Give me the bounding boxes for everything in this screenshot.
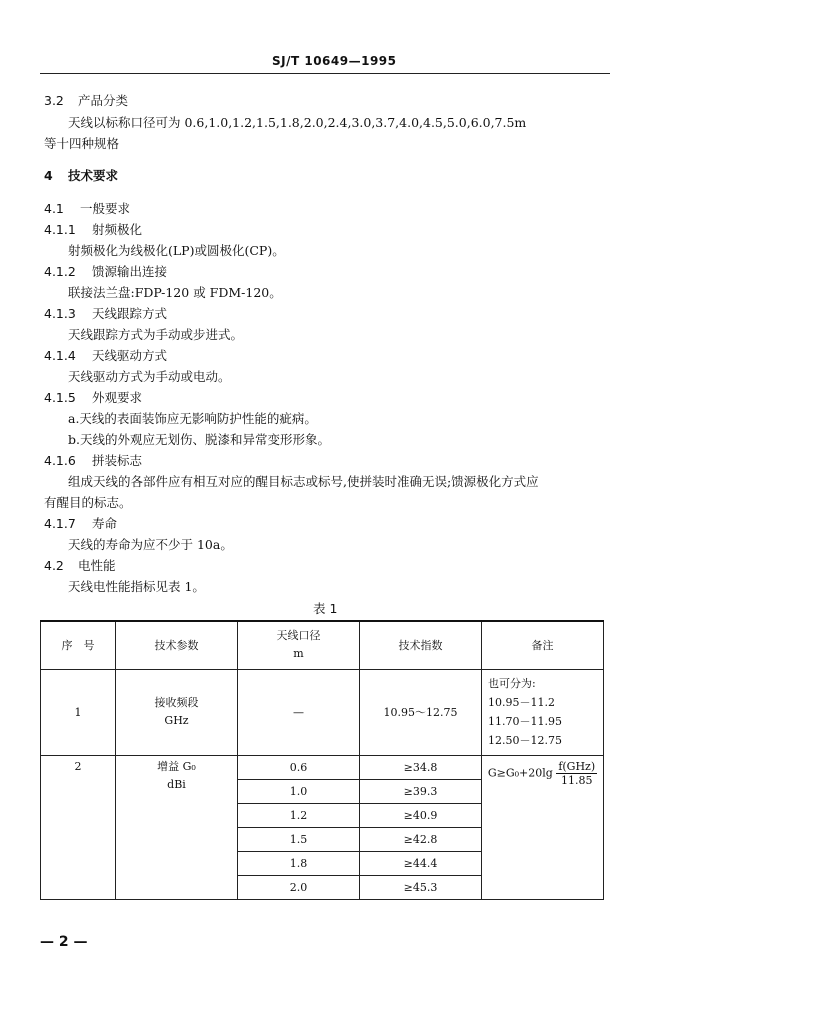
header-param: 技术参数 bbox=[116, 621, 238, 669]
row2-index: ≥40.9 bbox=[360, 803, 482, 827]
table-row bbox=[41, 755, 604, 779]
section-4-1-4-heading bbox=[44, 346, 167, 364]
section-4-1-5-heading bbox=[44, 388, 142, 406]
row2-seq: 2 bbox=[41, 755, 116, 899]
section-4-1-5-item-a: a.天线的表面装饰应无影响防护性能的疵病。 bbox=[68, 411, 317, 426]
section-4-1-4-number: 4.1.4 bbox=[44, 348, 76, 363]
formula-numerator: f(GHz) bbox=[558, 759, 596, 773]
row2-aperture: 2.0 bbox=[238, 875, 360, 899]
section-4-1-7-heading bbox=[44, 514, 117, 532]
section-3-2-line2: 等十四种规格 bbox=[44, 136, 120, 151]
formula-lhs: G≥G₀+20lg bbox=[487, 766, 553, 779]
section-4-1-3-heading bbox=[44, 304, 167, 322]
section-4-1-6-number: 4.1.6 bbox=[44, 453, 76, 468]
header-rule bbox=[40, 73, 610, 74]
section-4-1-6-heading bbox=[44, 451, 142, 469]
section-4-1-6-title: 拼装标志 bbox=[92, 453, 143, 468]
section-4-heading bbox=[44, 166, 118, 184]
header-aperture bbox=[238, 621, 360, 669]
header-aperture-unit: m bbox=[293, 647, 304, 661]
header-seq: 序 号 bbox=[41, 621, 116, 669]
row1-param-unit: GHz bbox=[164, 714, 189, 727]
row1-seq: 1 bbox=[41, 669, 116, 755]
section-4-1-4-body: 天线驱动方式为手动或电动。 bbox=[68, 369, 231, 384]
section-4-2-heading bbox=[44, 556, 116, 574]
row2-aperture: 0.6 bbox=[238, 755, 360, 779]
row2-param-unit: dBi bbox=[167, 777, 186, 791]
row1-remark-line: 12.50－12.75 bbox=[488, 734, 562, 747]
row2-param-label: 增益 G₀ bbox=[157, 759, 196, 773]
section-4-2-body: 天线电性能指标见表 1。 bbox=[68, 579, 205, 594]
row1-remark-line: 也可分为: bbox=[488, 677, 536, 690]
page-number: — 2 — bbox=[40, 934, 88, 950]
section-4-1-1-heading bbox=[44, 220, 142, 238]
row1-param bbox=[116, 669, 238, 755]
formula-denominator: 11.85 bbox=[560, 773, 593, 787]
section-4-1-2-body: 联接法兰盘:FDP-120 或 FDM-120。 bbox=[68, 285, 282, 300]
section-4-2-title: 电性能 bbox=[78, 558, 116, 573]
row1-remark bbox=[482, 669, 604, 755]
header-index: 技术指数 bbox=[360, 621, 482, 669]
row2-aperture: 1.5 bbox=[238, 827, 360, 851]
section-4-2-number: 4.2 bbox=[44, 558, 64, 573]
row2-index: ≥39.3 bbox=[360, 779, 482, 803]
section-4-1-7-body: 天线的寿命为应不少于 10a。 bbox=[68, 537, 233, 552]
row1-param-label: 接收频段 bbox=[154, 696, 199, 709]
row1-aperture: — bbox=[238, 669, 360, 755]
section-4-1-5-title: 外观要求 bbox=[92, 390, 143, 405]
section-3-2-title: 产品分类 bbox=[78, 93, 129, 108]
row1-remark-line: 11.70－11.95 bbox=[488, 715, 562, 728]
row2-index: ≥44.4 bbox=[360, 851, 482, 875]
section-4-1-4-title: 天线驱动方式 bbox=[92, 348, 168, 363]
table-caption: 表 1 bbox=[313, 601, 338, 616]
section-4-1-1-body: 射频极化为线极化(LP)或圆极化(CP)。 bbox=[68, 243, 285, 258]
standard-number: SJ/T 10649—1995 bbox=[272, 54, 397, 68]
section-4-1-3-body: 天线跟踪方式为手动或步进式。 bbox=[68, 327, 244, 342]
header-remark: 备注 bbox=[482, 621, 604, 669]
row1-index: 10.95～12.75 bbox=[360, 669, 482, 755]
section-3-2-line1: 天线以标称口径可为 0.6,1.0,1.2,1.5,1.8,2.0,2.4,3.0,3.7,4.0,4.5,5.0,6.0,7.5m bbox=[68, 115, 527, 130]
section-4-1-2-heading bbox=[44, 262, 167, 280]
section-4-title: 技术要求 bbox=[68, 168, 119, 183]
electrical-spec-table bbox=[40, 620, 604, 900]
section-4-1-2-number: 4.1.2 bbox=[44, 264, 76, 279]
row1-remark-line: 10.95－11.2 bbox=[488, 696, 555, 709]
section-4-1-7-number: 4.1.7 bbox=[44, 516, 76, 531]
section-4-1-5-number: 4.1.5 bbox=[44, 390, 76, 405]
section-4-number: 4 bbox=[44, 168, 53, 183]
section-4-1-title: 一般要求 bbox=[80, 201, 131, 216]
section-4-1-2-title: 馈源输出连接 bbox=[92, 264, 168, 279]
row2-aperture: 1.0 bbox=[238, 779, 360, 803]
table-row bbox=[41, 669, 604, 755]
section-4-1-number: 4.1 bbox=[44, 201, 64, 216]
row2-index: ≥45.3 bbox=[360, 875, 482, 899]
row2-aperture: 1.2 bbox=[238, 803, 360, 827]
section-3-2-heading bbox=[44, 91, 128, 109]
row2-index: ≥42.8 bbox=[360, 827, 482, 851]
section-4-1-3-number: 4.1.3 bbox=[44, 306, 76, 321]
section-4-1-6-line1: 组成天线的各部件应有相互对应的醒目标志或标号,使拼装时准确无误;馈源极化方式应 bbox=[68, 474, 539, 489]
section-4-1-6-line2: 有醒目的标志。 bbox=[44, 495, 132, 510]
section-4-1-7-title: 寿命 bbox=[92, 516, 118, 531]
section-4-1-1-title: 射频极化 bbox=[92, 222, 143, 237]
row2-param bbox=[116, 755, 238, 899]
section-4-1-5-item-b: b.天线的外观应无划伤、脱漆和异常变形形象。 bbox=[68, 432, 330, 447]
header-aperture-label: 天线口径 bbox=[276, 629, 321, 643]
section-4-1-1-number: 4.1.1 bbox=[44, 222, 76, 237]
section-4-1-heading bbox=[44, 199, 130, 217]
section-4-1-3-title: 天线跟踪方式 bbox=[92, 306, 168, 321]
row2-remark-formula bbox=[482, 755, 604, 899]
section-3-2-number: 3.2 bbox=[44, 93, 64, 108]
row2-index: ≥34.8 bbox=[360, 755, 482, 779]
row2-aperture: 1.8 bbox=[238, 851, 360, 875]
table-header-row bbox=[41, 621, 604, 669]
formula-fraction bbox=[556, 760, 597, 787]
